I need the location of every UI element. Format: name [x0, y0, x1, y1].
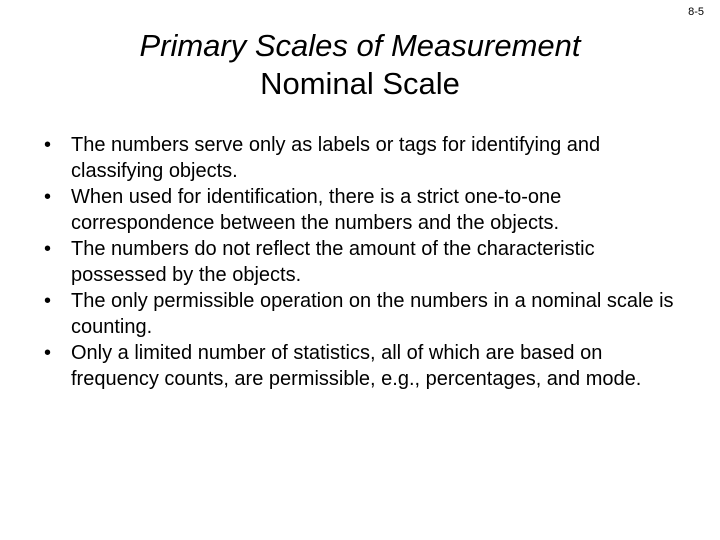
bullet-marker: •: [44, 238, 52, 260]
bullet-text: Only a limited number of statistics, all of which are based on frequency counts, are permissible, e.g., percentages, and mode.: [71, 342, 642, 390]
title-line-2: Nominal Scale: [260, 66, 460, 101]
bullet-item: [44, 132, 694, 184]
bullet-marker: •: [44, 186, 52, 208]
page-number: 8-5: [688, 6, 704, 18]
bullet-text: The numbers do not reflect the amount of the characteristic possessed by the objects.: [71, 238, 595, 286]
bullet-item: [44, 340, 694, 392]
title-line-1: Primary Scales of Measurement: [139, 28, 581, 63]
bullet-item: [44, 184, 694, 236]
bullet-marker: •: [44, 134, 52, 156]
bullet-marker: •: [44, 290, 52, 312]
bullet-text: The only permissible operation on the numbers in a nominal scale is counting.: [71, 290, 674, 338]
slide-title: [0, 27, 720, 103]
bullet-item: [44, 236, 694, 288]
bullet-text: The numbers serve only as labels or tags for identifying and classifying objects.: [71, 134, 601, 182]
bullet-list: [44, 132, 694, 392]
bullet-item: [44, 288, 694, 340]
bullet-marker: •: [44, 342, 52, 364]
bullet-text: When used for identification, there is a strict one-to-one correspondence between the numbers and the objects.: [71, 186, 562, 234]
